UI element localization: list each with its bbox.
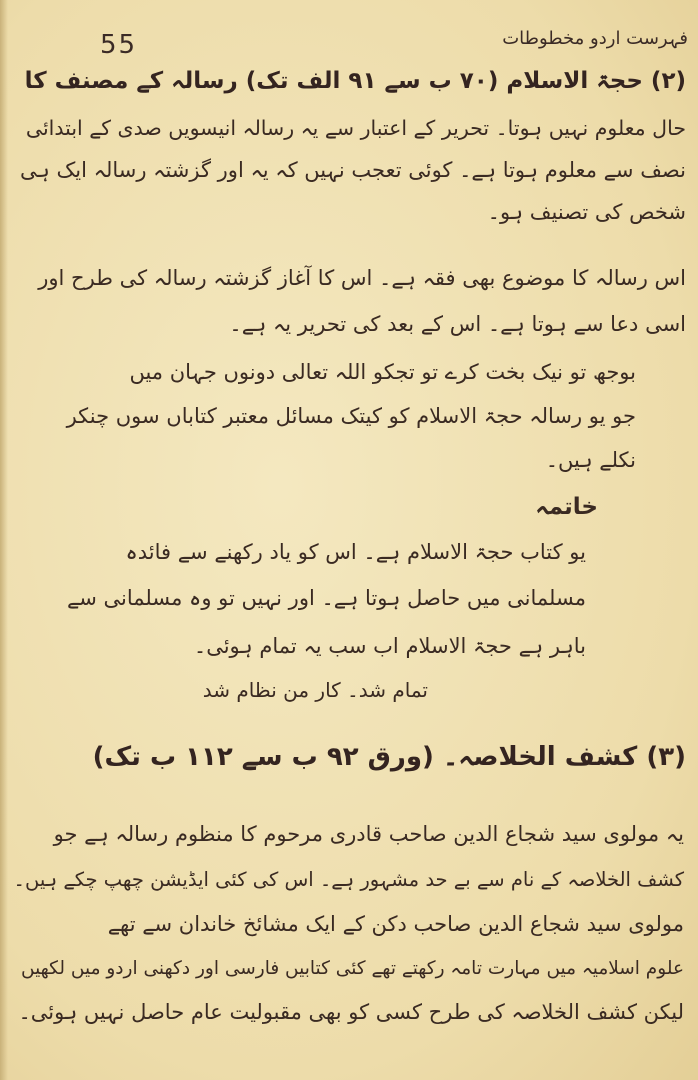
paragraph-line: علوم اسلامیہ میں مہارت تامہ رکھتے تھے کئی کتابیں فارسی اور دکھنی اردو میں لکھیں	[20, 958, 684, 979]
khatima-line: باہر ہے حجۃ الاسلام اب سب یہ تمام ہوئی۔	[193, 634, 586, 658]
khatima-label: خاتمہ	[535, 494, 598, 520]
paragraph-line: کشف الخلاصہ کے نام سے بے حد مشہور ہے۔ اس کی کئی ایڈیشن چھپ چکے ہیں۔	[13, 868, 684, 891]
running-header: فہرست اردو مخطوطات	[502, 28, 688, 49]
colophon: تمام شد۔ کار من نظام شد	[202, 678, 428, 702]
paragraph-line: لیکن کشف الخلاصہ کی طرح کسی کو بھی مقبولیت عام حاصل نہیں ہوئی۔	[18, 1000, 684, 1024]
page-number: 55	[100, 30, 138, 60]
quote-line: نکلے ہیں۔	[545, 448, 636, 472]
section-2-heading: (۲) حجۃ الاسلام (۷۰ ب سے ۹۱ الف تک) رسالہ کے مصنف کا	[24, 68, 686, 94]
paragraph-line: یہ مولوی سید شجاع الدین صاحب قادری مرحوم کا منظوم رسالہ ہے جو	[53, 822, 684, 846]
khatima-line: مسلمانی میں حاصل ہوتا ہے۔ اور نہیں تو وہ مسلمانی سے	[66, 586, 586, 610]
quote-line: بوجھ تو نیک بخت کرے تو تجکو اللہ تعالی دونوں جہان میں	[129, 360, 636, 384]
paragraph-line: اسی دعا سے ہوتا ہے۔ اس کے بعد کی تحریر یہ ہے۔	[229, 312, 686, 336]
paragraph-line: نصف سے معلوم ہوتا ہے۔ کوئی تعجب نہیں کہ یہ اور گزشتہ رسالہ ایک ہی	[20, 158, 686, 182]
khatima-line: یو کتاب حجۃ الاسلام ہے۔ اس کو یاد رکھنے سے فائدہ	[125, 540, 586, 564]
paragraph-line: شخص کی تصنیف ہو۔	[487, 200, 686, 224]
page-edge-shadow	[0, 0, 8, 1080]
paragraph-line: مولوی سید شجاع الدین صاحب دکن کے ایک مشائخ خاندان سے تھے	[107, 912, 684, 936]
paragraph-line: اس رسالہ کا موضوع بھی فقہ ہے۔ اس کا آغاز گزشتہ رسالہ کی طرح اور	[38, 266, 686, 290]
quote-line: جو یو رسالہ حجۃ الاسلام کو کیتک مسائل معتبر کتاباں سوں چنکر	[66, 404, 636, 428]
paragraph-line: حال معلوم نہیں ہوتا۔ تحریر کے اعتبار سے یہ رسالہ انیسویں صدی کے ابتدائی	[25, 116, 686, 140]
section-3-heading: (۳) کشف الخلاصہ۔ (ورق ۹۲ ب سے ۱۱۲ ب تک)	[92, 742, 686, 772]
